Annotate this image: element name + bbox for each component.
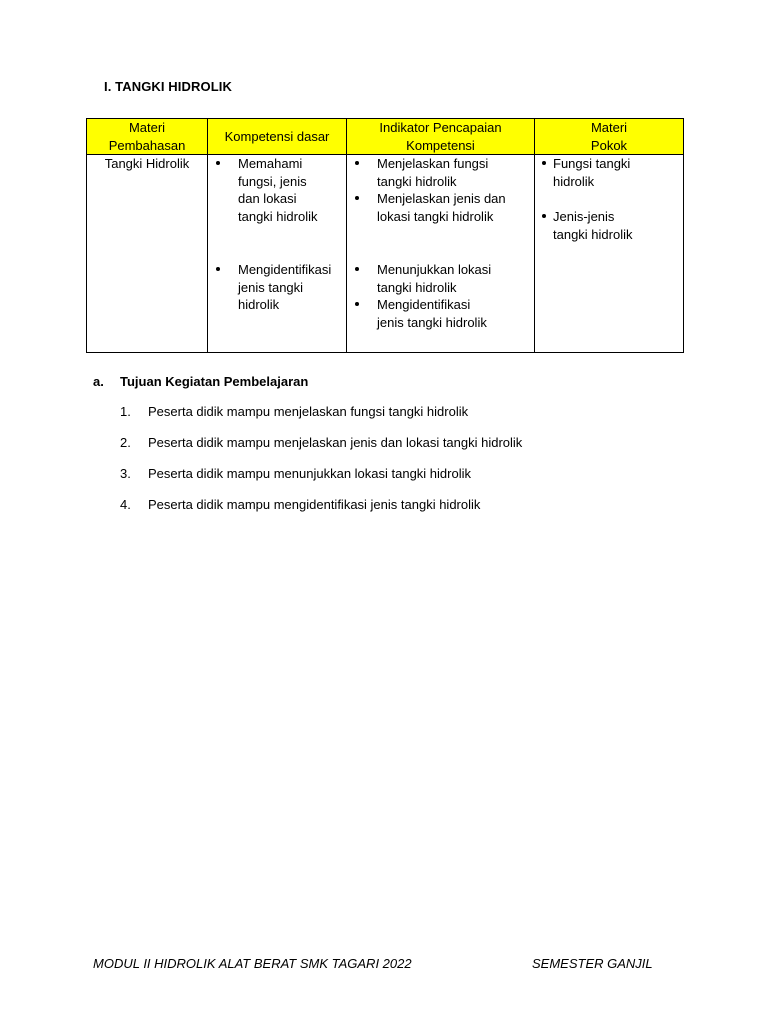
item-line: fungsi, jenis	[238, 173, 307, 189]
item-line: hidrolik	[553, 173, 595, 189]
footer-semester: SEMESTER GANJIL	[532, 956, 653, 971]
item-text: Peserta didik mampu menjelaskan jenis dan lokasi tangki hidrolik	[148, 435, 523, 450]
bullet-icon	[542, 161, 546, 165]
list-item	[535, 155, 683, 190]
header-line: Pokok	[590, 137, 628, 153]
bullet-icon	[355, 267, 359, 271]
bullet-icon	[355, 161, 359, 165]
item-line: jenis tangki hidrolik	[377, 314, 487, 330]
kompetensi-list	[208, 155, 346, 225]
header-line: Materi	[128, 120, 166, 135]
table-header-row	[87, 119, 684, 155]
item-line: jenis tangki	[238, 279, 304, 295]
header-indikator	[347, 119, 535, 155]
item-line: Menunjukkan lokasi	[377, 262, 492, 277]
bullet-icon	[355, 196, 359, 200]
item-line: tangki hidrolik	[238, 208, 318, 224]
header-line: Pembahasan	[108, 137, 186, 153]
header-line: Indikator Pencapaian	[379, 120, 502, 135]
cell-indikator	[347, 155, 535, 353]
cell-subject	[87, 155, 208, 353]
kompetensi-list	[208, 261, 346, 314]
item-text: Peserta didik mampu menunjukkan lokasi tangki hidrolik	[148, 466, 471, 481]
materi-pokok-list	[535, 155, 683, 190]
item-number: 2.	[120, 435, 131, 450]
item-line: tangki hidrolik	[377, 173, 457, 189]
item-line: Menjelaskan jenis dan	[377, 191, 506, 206]
item-number: 4.	[120, 497, 131, 512]
bullet-icon	[216, 267, 220, 271]
bullet-icon	[542, 214, 546, 218]
cell-kompetensi-dasar	[208, 155, 347, 353]
subject-text: Tangki Hidrolik	[104, 156, 190, 171]
item-line: tangki hidrolik	[377, 279, 457, 295]
list-item	[535, 208, 683, 243]
indikator-list	[347, 155, 534, 225]
bullet-icon	[216, 161, 220, 165]
materi-pokok-list	[535, 208, 683, 243]
list-item	[347, 155, 534, 190]
item-line: Menjelaskan fungsi	[377, 156, 489, 171]
footer-module-title: MODUL II HIDROLIK ALAT BERAT SMK TAGARI 2022	[93, 956, 412, 971]
header-kompetensi-dasar	[208, 119, 347, 155]
item-number: 3.	[120, 466, 131, 481]
item-line: dan lokasi	[238, 191, 297, 206]
list-item	[347, 261, 534, 296]
item-line: tangki hidrolik	[553, 226, 633, 242]
header-line: Kompetensi dasar	[224, 128, 330, 144]
header-materi-pokok	[535, 119, 684, 155]
header-line: Kompetensi	[406, 137, 475, 153]
bullet-icon	[355, 302, 359, 306]
header-line: Materi	[590, 120, 628, 135]
section-title: I. TANGKI HIDROLIK	[104, 79, 232, 94]
item-line: Mengidentifikasi	[238, 262, 332, 277]
list-item	[208, 261, 346, 314]
cell-materi-pokok	[535, 155, 684, 353]
indikator-list	[347, 261, 534, 331]
item-line: Memahami	[238, 156, 303, 171]
item-line: hidrolik	[238, 297, 280, 312]
list-item	[347, 296, 534, 331]
competency-table	[86, 118, 684, 353]
item-line: lokasi tangki hidrolik	[377, 208, 494, 224]
item-text: Peserta didik mampu menjelaskan fungsi tangki hidrolik	[148, 404, 469, 419]
table-row	[87, 155, 684, 353]
objectives-title: Tujuan Kegiatan Pembelajaran	[120, 374, 309, 389]
item-text: Peserta didik mampu mengidentifikasi jenis tangki hidrolik	[148, 497, 481, 512]
item-line: Mengidentifikasi	[377, 297, 471, 312]
item-line: Jenis-jenis	[553, 209, 615, 224]
item-line: Fungsi tangki	[553, 156, 631, 171]
item-number: 1.	[120, 404, 131, 419]
list-item	[208, 155, 346, 225]
objectives-letter: a.	[93, 374, 104, 389]
header-materi-pembahasan	[87, 119, 208, 155]
list-item	[347, 190, 534, 225]
